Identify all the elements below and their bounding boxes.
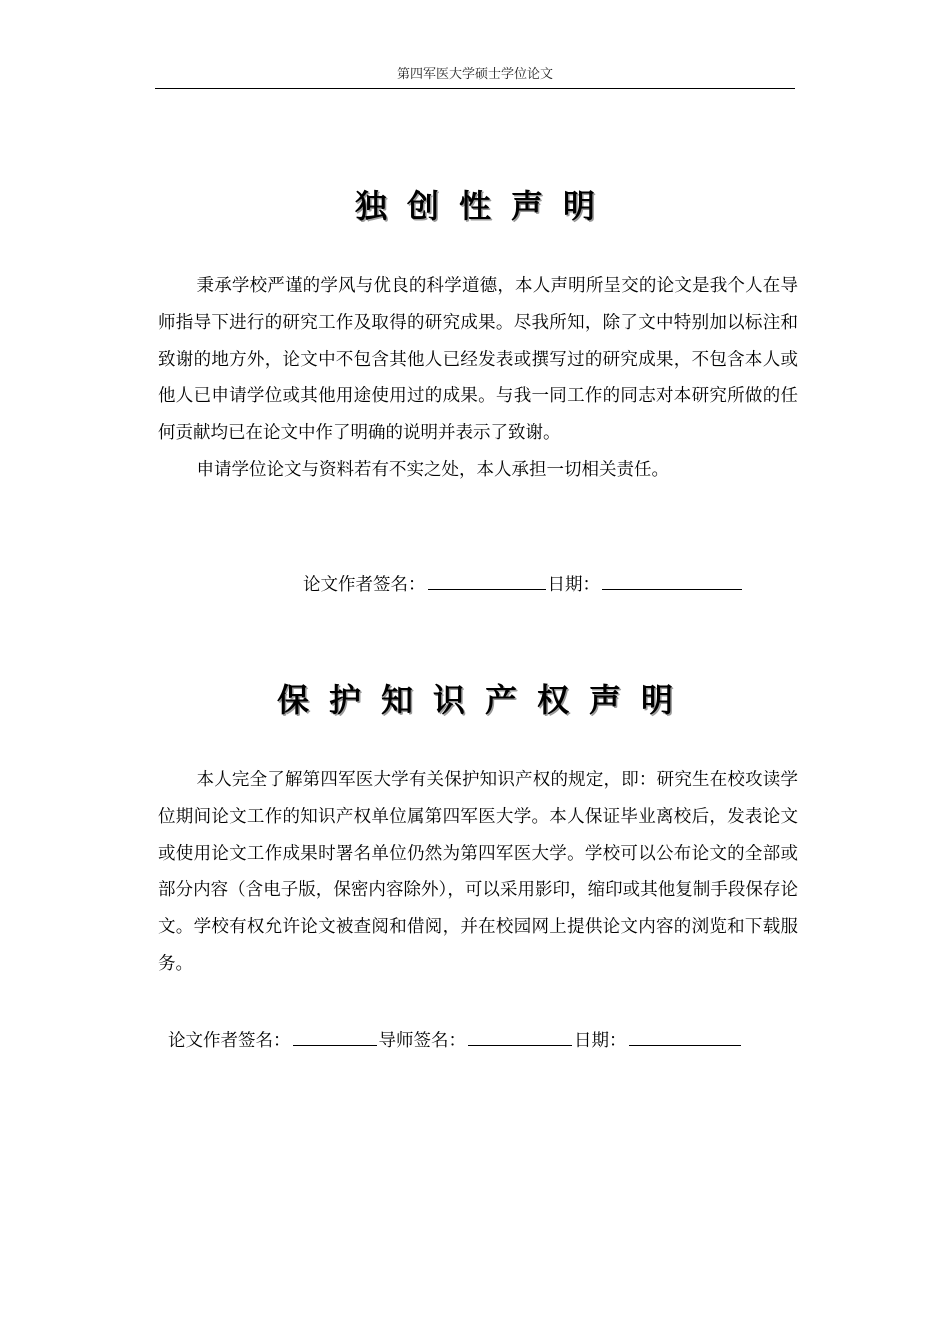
advisor-signature-label: 导师签名：: [378, 1031, 466, 1051]
header-rule: [155, 88, 795, 89]
date-blank[interactable]: [629, 1029, 741, 1046]
date-label: 日期：: [547, 575, 600, 595]
ip-statement-body: [158, 762, 798, 983]
ip-paragraph-1: 本人完全了解第四军医大学有关保护知识产权的规定，即：研究生在校攻读学位期间论文工作的知识产权单位属第四军医大学。本人保证毕业离校后，发表论文或使用论文工作成果时署名单位仍然为第四军医大学。学校可以公布论文的全部或部分内容（含电子版，保密内容除外），可以采用影印，缩印或其他复制手段保存论文。学校有权允许论文被查阅和借阅，并在校园网上提供论文内容的浏览和下载服务。: [158, 770, 798, 974]
date-label: 日期：: [574, 1031, 627, 1051]
originality-paragraph-2: 申请学位论文与资料若有不实之处，本人承担一切相关责任。: [196, 459, 669, 480]
author-signature-label: 论文作者签名：: [303, 575, 426, 595]
ip-statement-title: 保护知识产权声明: [276, 681, 693, 719]
advisor-signature-blank[interactable]: [468, 1029, 572, 1046]
author-signature-label: 论文作者签名：: [168, 1031, 291, 1051]
ip-signature-line: [168, 1026, 743, 1056]
originality-signature-line: [303, 570, 744, 600]
running-header: 第四军医大学硕士学位论文: [396, 67, 553, 82]
author-signature-blank[interactable]: [293, 1029, 377, 1046]
date-blank[interactable]: [602, 573, 742, 590]
author-signature-blank[interactable]: [428, 573, 546, 590]
originality-statement-body: [158, 268, 798, 489]
originality-paragraph-1: 秉承学校严谨的学风与优良的科学道德，本人声明所呈交的论文是我个人在导师指导下进行的研究工作及取得的研究成果。尽我所知，除了文中特别加以标注和致谢的地方外，论文中不包含其他人已经发表或撰写过的研究成果，不包含本人或他人已申请学位或其他用途使用过的成果。与我一同工作的同志对本研究所做的任何贡献均已在论文中作了明确的说明并表示了致谢。: [158, 276, 798, 444]
originality-statement-title: 独创性声明: [354, 187, 615, 225]
